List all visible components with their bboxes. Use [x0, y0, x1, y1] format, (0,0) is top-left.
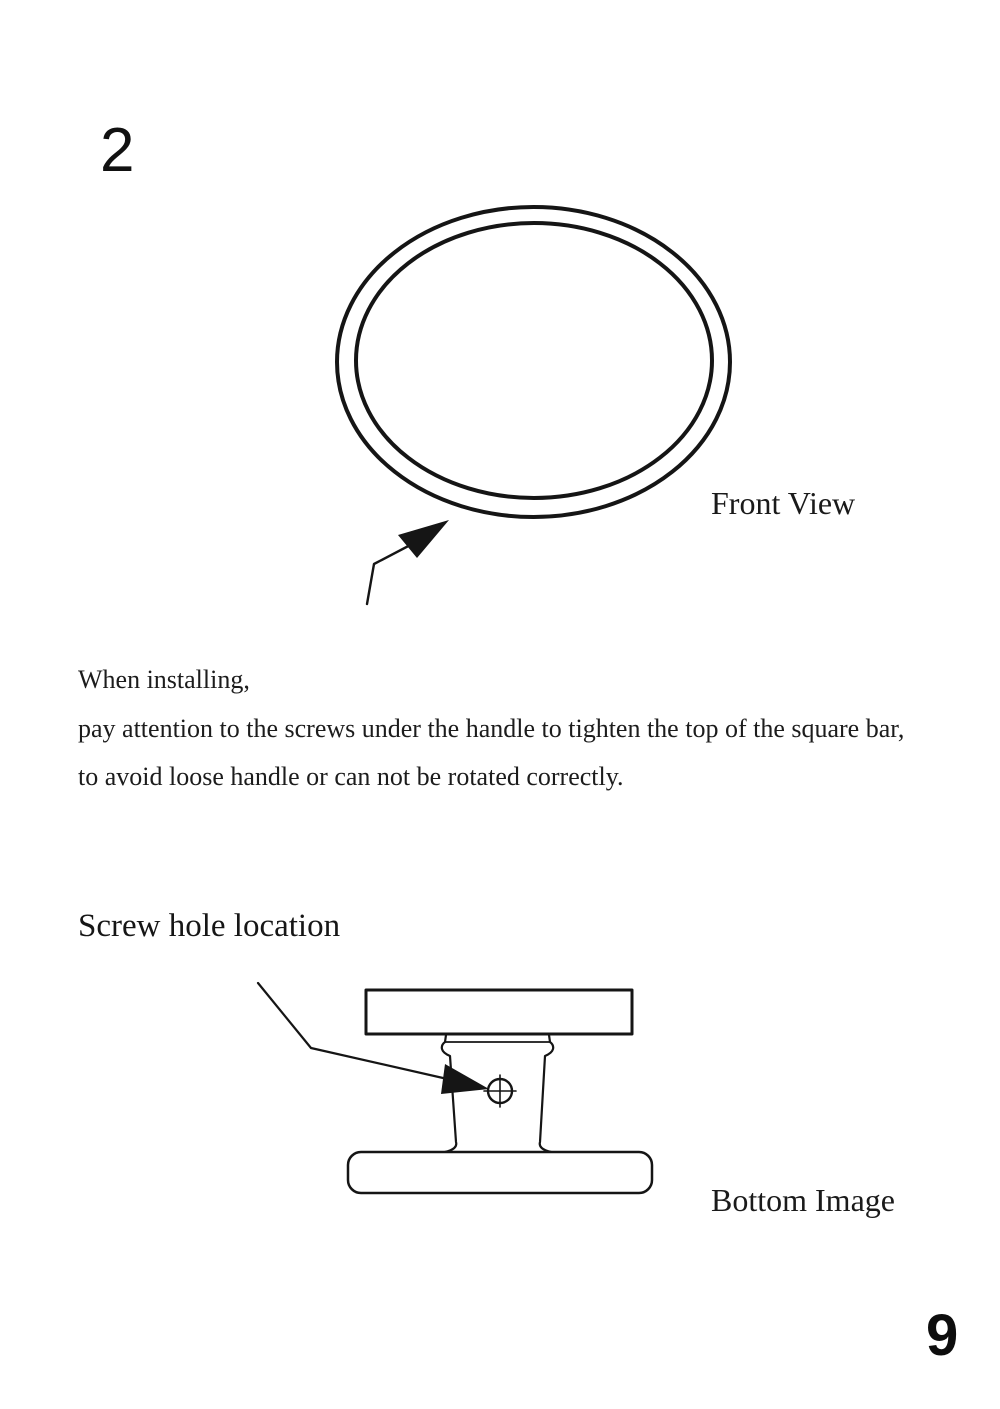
screw-hole-pointer-arrowhead-icon: [441, 1064, 489, 1094]
knob-neck-right-outline: [540, 1035, 553, 1152]
installation-note-line2: pay attention to the screws under the handle to tighten the top of the square bar,: [78, 713, 905, 743]
bottom-image-label: Bottom Image: [711, 1182, 895, 1218]
installation-note: [78, 656, 958, 802]
front-pointer-arrowhead-icon: [398, 520, 449, 558]
step-number: 2: [100, 116, 135, 185]
knob-top-plate: [366, 990, 632, 1034]
knob-inner-ring: [356, 223, 712, 498]
screw-hole-heading: Screw hole location: [78, 908, 341, 944]
knob-outer-ring: [337, 207, 730, 517]
knob-base-plate: [348, 1152, 652, 1193]
bottom-view-diagram: [235, 970, 680, 1205]
installation-note-line1: When installing,: [78, 665, 250, 694]
installation-note-line3: to avoid loose handle or can not be rotated correctly.: [78, 762, 624, 791]
page-number: 9: [926, 1303, 959, 1368]
front-view-diagram: [330, 190, 750, 620]
front-view-label: Front View: [711, 485, 856, 521]
